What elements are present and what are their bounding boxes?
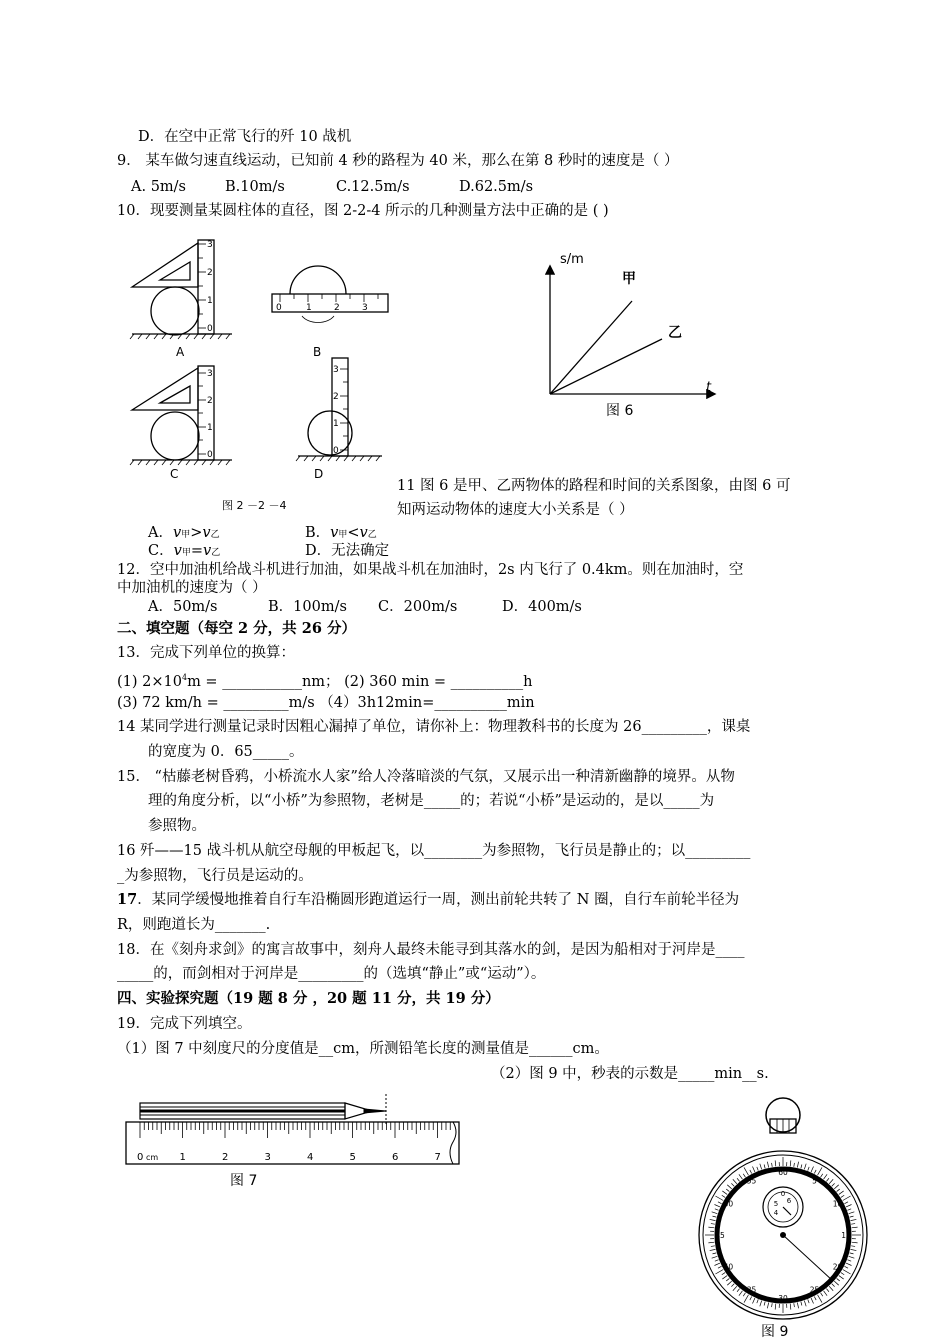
second-tick [752,1166,754,1171]
q13-stem: 13．完成下列单位的换算： [117,645,295,661]
second-label-55: 55 [746,1176,757,1186]
second-tick [739,1174,743,1179]
second-tick [743,1174,745,1177]
minute-label-6: 6 [786,1197,792,1205]
second-tick [733,1286,737,1290]
tick-c-2: 2 [207,396,213,406]
q17-line-2: R，则跑道长为_______. [117,917,271,933]
second-label-5: 5 [812,1176,817,1186]
q15-line-1: 15． “枯藤老树昏鸦，小桥流水人家”给人冷落暗淡的气氛，又展示出一种清新幽静的境界。从物 [117,769,735,785]
second-tick [829,1179,833,1183]
ruler-label-3: 3 [264,1152,271,1163]
second-tick [750,1296,752,1300]
ruler-body [126,1122,459,1164]
second-tick [715,1260,719,1261]
q9-stem: 9． 某车做匀速直线运动，已知前 4 秒的路程为 40 米，那么在第 8 秒时的速度是（ ） [117,153,679,169]
ruler-label-4: 4 [307,1152,314,1163]
second-tick [808,1299,809,1303]
x-axis-label: t [706,380,712,395]
ruler-labels [137,1152,441,1163]
second-label-35: 35 [746,1285,757,1295]
tick-a-3: 3 [207,240,213,250]
second-tick [801,1164,802,1168]
q12-option-d: D．400m/s [502,599,582,615]
second-tick [826,1289,829,1292]
second-tick [837,1189,840,1192]
q9-option-a: A. 5m/s [131,179,186,195]
second-tick [726,1189,729,1192]
q12-stem-2: 中加油机的速度为（ ） [117,580,267,596]
second-tick [814,1296,816,1300]
second-tick [843,1196,851,1201]
second-tick [850,1219,856,1220]
figure-9-caption: 图 9 [761,1324,789,1340]
second-tick [744,1167,749,1175]
second-tick [801,1302,802,1306]
tick-a-2: 2 [207,268,213,278]
second-tick [852,1242,858,1243]
second-tick [849,1256,855,1258]
figure-7-caption: 图 7 [230,1173,258,1189]
q19-stem: 19．完成下列填空。 [117,1016,252,1032]
q10-stem: 10．现要测量某圆柱体的直径，图 2-2-4 所示的几种测量方法中正确的是 ( ) [117,203,609,219]
second-tick [757,1167,758,1171]
second-tick [821,1293,823,1296]
figure-2-2-4 [120,228,400,518]
second-tick [744,1295,749,1303]
second-tick [752,1298,754,1303]
tick-c-0: 0 [207,450,213,460]
second-tick [760,1301,762,1307]
ruler-unit: cm [146,1153,159,1162]
q12-option-a: A．50m/s [148,599,218,615]
second-tick [824,1174,828,1179]
second-tick [714,1204,719,1206]
second-tick [708,1227,714,1228]
second-tick [852,1227,858,1228]
tick-b-1: 1 [306,303,312,313]
second-tick [722,1273,725,1275]
second-tick [811,1298,813,1303]
tick-c-1: 1 [207,423,213,433]
second-tick [811,1166,813,1171]
second-tick [804,1164,806,1170]
section-4-heading: 四、实验探究题（19 题 8 分 ，20 题 11 分，共 19 分） [117,990,500,1007]
second-tick [764,1164,765,1168]
second-tick [715,1270,723,1275]
second-label-50: 50 [723,1199,734,1209]
figure-9 [693,1095,873,1344]
ruler-label-5: 5 [349,1152,356,1163]
second-tick [733,1179,737,1183]
second-tick [804,1301,806,1307]
second-tick [767,1162,768,1168]
second-tick [829,1286,833,1290]
tick-c-3: 3 [207,369,213,379]
q12-option-b: B．100m/s [268,599,347,615]
q18-line-2: _____的，而剑相对于河岸是_________的（选填“静止”或“运动”）。 [117,966,546,982]
second-tick [850,1253,854,1254]
line-jia [550,301,632,394]
second-tick [718,1266,722,1268]
second-tick [712,1212,718,1214]
second-tick [818,1295,823,1303]
second-tick [808,1167,809,1171]
second-tick [844,1266,848,1268]
second-tick [837,1278,840,1281]
second-tick [850,1216,854,1217]
q13-line-1: (1) $2\times 10^4m$ = ___________nm； (2) 360 min = __________h [117,673,533,690]
label-jia: 甲 [622,271,636,287]
second-tick [818,1167,823,1175]
second-tick [722,1276,727,1280]
label-a: A [176,345,185,359]
second-tick [794,1163,795,1167]
minute-hand [783,1207,791,1215]
second-tick [711,1224,715,1225]
second-tick [832,1284,835,1287]
ruler-ticks [140,1122,450,1138]
section-2-heading: 二、填空题（每空 2 分，共 26 分） [117,620,356,637]
ruler-label-1: 1 [179,1152,186,1163]
second-tick [834,1185,838,1189]
minute-label-5: 5 [773,1200,779,1208]
second-hand [783,1235,833,1281]
q11-option-a: A．v甲>v乙 [148,525,220,541]
second-tick [711,1246,715,1247]
second-tick [712,1256,718,1258]
second-tick [824,1291,828,1296]
label-c: C [170,467,179,481]
tick-d-2: 2 [333,392,339,402]
tick-d-3: 3 [333,365,339,375]
second-tick [731,1183,734,1186]
second-tick [839,1276,844,1280]
second-tick [775,1160,776,1166]
second-tick [739,1291,743,1296]
ruler-label-0: 0 [137,1152,144,1163]
second-label-15: 15 [841,1231,851,1240]
label-yi: 乙 [668,325,682,341]
ruler-label-6: 6 [392,1152,399,1163]
second-tick [844,1202,848,1204]
q16-line-2: _为参照物，飞行员是运动的。 [117,868,313,884]
tick-b-0: 0 [276,303,282,313]
second-tick [797,1162,798,1168]
tick-b-2: 2 [334,303,340,313]
second-tick [750,1170,752,1174]
label-b: B [313,345,322,359]
q9-option-d: D.62.5m/s [459,179,534,195]
label-d: D [314,467,324,481]
second-tick [760,1164,762,1170]
second-tick [737,1178,740,1181]
q12-option-c: C．200m/s [378,599,458,615]
second-tick [839,1191,844,1195]
second-tick [731,1284,734,1287]
second-tick [843,1270,851,1275]
second-tick [722,1191,727,1195]
q17-line-1: 17．某同学缓慢地推着自行车沿椭圆形跑道运行一周，测出前轮共转了 N 圈，自行车前轮半径为 [117,891,740,908]
second-tick [727,1281,731,1285]
q13-line-2: (3) 72 km/h = _________m/s （4）3h12min=__________min [117,695,535,711]
minute-label-4: 4 [773,1209,779,1217]
y-axis-label: s/m [560,252,584,267]
second-label-20: 20 [832,1262,843,1272]
q16-line-1: 16 歼——15 战斗机从航空母舰的甲板起飞，以________为参照物，飞行员是静止的；以_________ [117,843,751,859]
second-tick [846,1204,851,1206]
second-tick [737,1289,740,1292]
second-tick [826,1178,829,1181]
q9-option-b: B.10m/s [225,179,285,195]
second-tick [710,1219,716,1220]
q15-line-3: 参照物。 [148,818,206,834]
second-tick [794,1303,795,1307]
q14-line-1: 14 某同学进行测量记录时因粗心漏掉了单位，请你补上：物理教科书的长度为 26_________，课桌 [117,719,751,735]
q11-option-c: C．v甲=v乙 [148,543,221,559]
second-tick [775,1304,776,1310]
q15-line-2: 理的角度分析，以“小桥”为参照物，老树是_____的；若说“小桥”是运动的，是以_____为 [148,793,715,809]
second-tick [710,1249,716,1250]
second-tick [841,1195,844,1197]
q18-line-1: 18．在《刻舟求剑》的寓言故事中，刻舟人最终未能寻到其落水的剑，是因为船相对于河岸是____ [117,942,745,958]
ruler-label-7: 7 [434,1152,441,1163]
figure-6 [540,245,730,425]
tick-a-1: 1 [207,296,213,306]
q12-stem-1: 12．空中加油机给战斗机进行加油，如果战斗机在加油时，2s 内飞行了 0.4km。则在加油时，空 [117,562,744,578]
q8-option-d: D．在空中正常飞行的歼 10 战机 [138,129,352,145]
second-tick [772,1303,773,1307]
q19-part-2: （2）图 9 中，秒表的示数是_____min__s. [491,1066,769,1082]
q11-stem-1: 11 图 6 是甲、乙两物体的路程和时间的关系图象，由图 6 可 [397,478,791,494]
second-tick [772,1163,773,1167]
second-tick [847,1260,851,1261]
second-tick [832,1183,835,1186]
tick-a-0: 0 [207,324,213,334]
second-tick [726,1278,729,1281]
second-tick [850,1249,856,1250]
tick-d-1: 1 [333,419,339,429]
second-label-45: 45 [715,1231,725,1240]
tick-b-3: 3 [362,303,368,313]
second-tick [718,1202,722,1204]
second-tick [790,1160,791,1166]
second-tick [841,1273,844,1275]
q14-line-2: 的宽度为 0．65_____。 [148,744,304,760]
second-tick [851,1246,855,1247]
figure-6-caption: 图 6 [606,403,634,419]
second-tick [767,1302,768,1308]
second-tick [847,1209,851,1210]
line-yi [550,339,662,394]
ruler-label-2: 2 [222,1152,229,1163]
second-tick [849,1212,855,1214]
second-tick [757,1299,758,1303]
second-tick [851,1224,855,1225]
figure-2-2-4-caption: 图 2 －2 －4 [222,499,287,512]
second-tick [846,1263,851,1265]
second-tick [834,1281,838,1285]
q11-stem-2: 知两运动物体的速度大小关系是（ ） [397,502,634,518]
figure-7 [120,1090,465,1190]
second-label-30: 30 [778,1294,788,1303]
second-tick [727,1185,731,1189]
q9-option-c: C.12.5m/s [336,179,410,195]
second-label-10: 10 [832,1199,843,1209]
second-tick [715,1209,719,1210]
minute-label-0: 0 [780,1190,786,1198]
second-label-60: 60 [778,1168,788,1177]
second-tick [715,1196,723,1201]
second-tick [722,1195,725,1197]
second-tick [764,1302,765,1306]
second-tick [712,1216,716,1217]
q11-option-d: D．无法确定 [305,543,390,559]
second-label-40: 40 [723,1262,734,1272]
second-tick [790,1304,791,1310]
q19-part-1: （1）图 7 中刻度尺的分度值是__cm，所测铅笔长度的测量值是______cm。 [117,1041,609,1057]
second-tick [712,1253,716,1254]
second-label-25: 25 [809,1285,820,1295]
second-tick [743,1293,745,1296]
second-tick [708,1242,714,1243]
second-tick [814,1170,816,1174]
tick-d-0: 0 [333,446,339,456]
second-tick [821,1174,823,1177]
q11-option-b: B．v甲<v乙 [305,525,377,541]
second-tick [797,1302,798,1308]
second-tick [714,1263,719,1265]
